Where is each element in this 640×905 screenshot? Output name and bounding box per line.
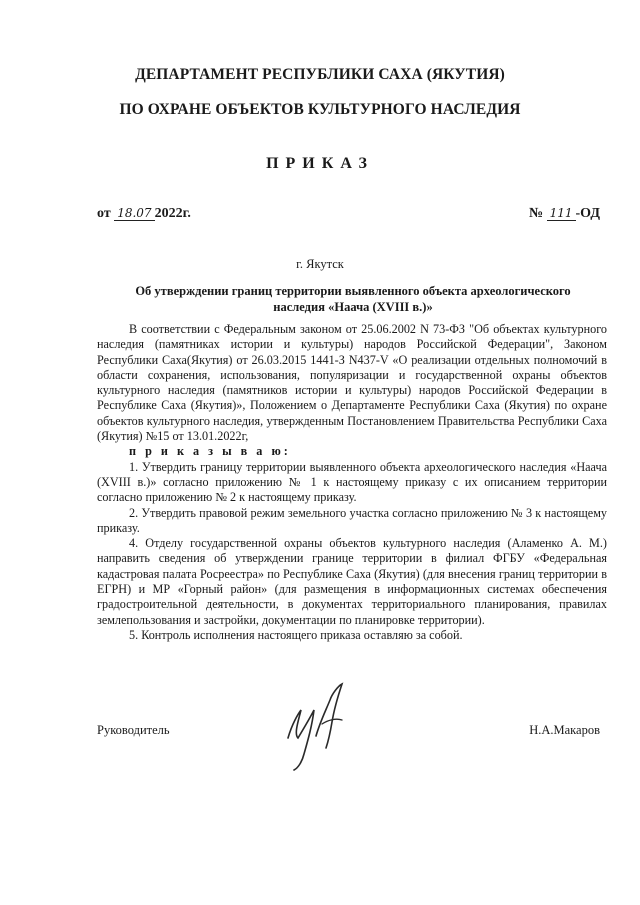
preamble-paragraph: В соответствии с Федеральным законом от 25.06.2002 N 73-ФЗ "Об объектах культурного наследия (памятниках истории и культуры) народов Российской Федерации", Законом Республики Саха(Якутия) от 26.03.2015 1441-З N437-V «О реализации отдельных полномочий в области сохранения, использования, популяризации и государственной охраны объектов культурного наследия (памятников истории и культуры) народов Российской Федерации в Республике Саха (Якутия)», Положением о Департаменте Республики Саха (Якутия) по охране объектов культурного наследия, утвержденным Постановлением Правительства Республики Саха (Якутия) №15 от 13.01.2022г,: [97, 322, 607, 444]
handwritten-signature: [268, 676, 368, 776]
signatory-position: Руководитель: [97, 723, 170, 737]
order-date: [97, 206, 191, 222]
department-name-line2: ПО ОХРАНЕ ОБЪЕКТОВ КУЛЬТУРНОГО НАСЛЕДИЯ: [119, 101, 521, 118]
date-prefix: от: [97, 206, 111, 221]
order-item-5: 5. Контроль исполнения настоящего приказа оставляю за собой.: [129, 627, 463, 642]
number-handwritten: 111: [547, 207, 576, 221]
order-item-1: 1. Утвердить границу территории выявленного объекта археологического наследия «Наача (XVIII в.)» согласно приложению № 1 к настоящему приказу с их описанием территории согласно приложению № 2 к настоящему приказу.: [97, 459, 607, 505]
date-year: 2022г.: [154, 206, 191, 221]
order-title: ПРИКАЗ: [266, 155, 374, 172]
order-subject: [118, 283, 588, 315]
date-handwritten: 18.07: [114, 207, 154, 221]
number-prefix: №: [529, 206, 544, 221]
order-number: [529, 206, 600, 222]
city: г. Якутск: [296, 257, 344, 271]
order-word: п р и к а з ы в а ю:: [129, 444, 291, 459]
order-item-2: 2. Утвердить правовой режим земельного участка согласно приложению № 3 к настоящему приказу.: [97, 505, 607, 535]
order-item-4: 4. Отделу государственной охраны объектов культурного наследия (Аламенко А. М.) направить сведения об утверждении границе территории в филиал ФГБУ «Федеральная кадастровая палата Росреестра» по Республике Саха (Якутия) (для внесения границ территории в ЕГРН) и МР «Горный район» (для размещения в информационных системах обеспечения градостроительной деятельности, в документах территориального планирования, правилах землепользования и застройки, документации по планировке территории).: [97, 536, 607, 627]
signatory-name: Н.А.Макаров: [529, 723, 600, 737]
subject-line2: наследия «Наача (XVIII в.)»: [273, 300, 433, 314]
department-name-line1: ДЕПАРТАМЕНТ РЕСПУБЛИКИ САХА (ЯКУТИЯ): [135, 66, 505, 83]
order-body: [97, 322, 607, 643]
number-suffix: -ОД: [575, 206, 600, 221]
subject-line1: Об утверждении границ территории выявленного объекта археологического: [135, 284, 571, 298]
